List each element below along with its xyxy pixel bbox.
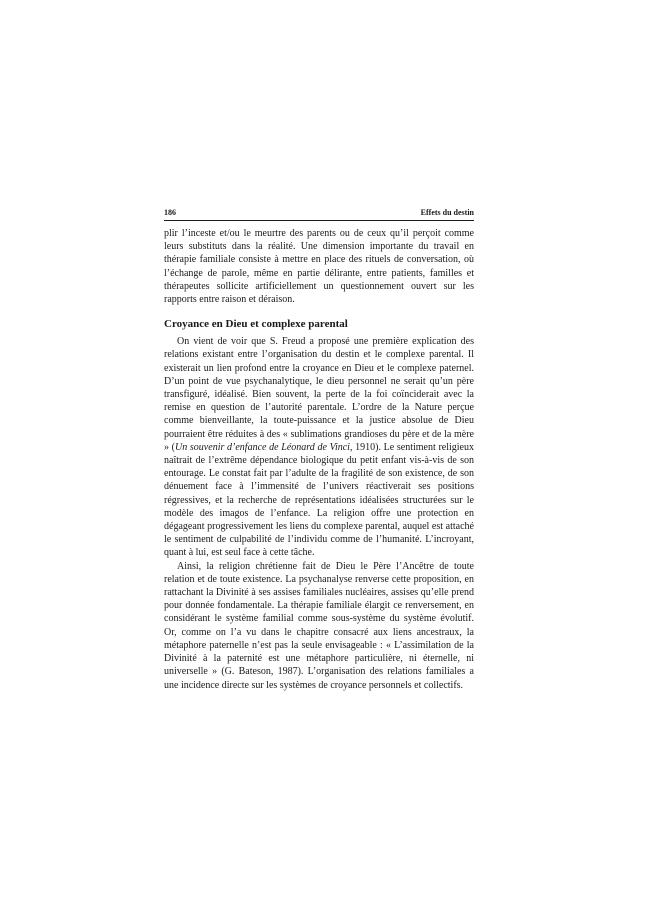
running-header (164, 208, 474, 221)
paragraph-2 (164, 335, 474, 559)
citation-title: Un souvenir d’enfance de Léonard de Vinci (175, 441, 350, 453)
paragraph-3: Ainsi, la religion chrétienne fait de Dieu le Père l’Ancêtre de toute relation et de toute existence. La psychanalyse renverse cette proposition, en rattachant la Divinité à ses assises familiales nucléaires, assises qu’elle prend pour donnée fondamentale. La thérapie familiale élargit ce renversement, en considérant le système familial comme sous-système du système évolutif. Or, comme on l’a vu dans le chapitre consacré aux liens ancestraux, la métaphore paternelle n’est pas la seule envisageable : « L’assimilation de la Divinité à la paternité est une métaphore particulière, ni éternelle, ni universelle » (G. Bateson, 1987). L’organisation des relations familiales a une incidence directe sur les systèmes de croyance personnels et collectifs. (164, 560, 474, 691)
paragraph-2-part-1: On vient de voir que S. Freud a proposé une première explication des relations existant entre l’organisation du destin et le complexe parental. Il existerait un lien profond entre la croyance en Dieu et le complexe paternel. D’un point de vue psychanalytique, le dieu personnel ne serait qu’un père transfiguré, idéalisé. Bien souvent, la perte de la foi coïnciderait avec la remise en question de l’autorité parentale. L’ordre de la Nature perçue comme bienveillante, la toute-puissance et la justice absolue de Dieu pourraient être réduites à des « sublimations grandioses du père et de la mère » ( (164, 336, 474, 453)
paragraph-1: plir l’inceste et/ou le meurtre des parents ou de ceux qu’il perçoit comme leurs substituts dans la réalité. Une dimension importante du travail en thérapie familiale consiste à mettre en place des rituels de conversation, où l’échange de parole, même en partie délirante, entre patients, familles et thérapeutes sollicite artificiellement un questionnement ouvert sur les rapports entre raison et déraison. (164, 228, 474, 306)
running-title: Effets du destin (420, 208, 474, 217)
page-number: 186 (164, 208, 176, 217)
section-title: Croyance en Dieu et complexe parental (164, 318, 348, 331)
book-page (164, 208, 474, 692)
paragraph-2-part-2: , 1910). Le sentiment religieux naîtrait de l’extrême dépendance biologique du petit enfant vis-à-vis de son entourage. Le constat fait par l’adulte de la fragilité de son existence, de son dénuement face à l’immensité de l’univers réactiverait ses positions régressives, et la recherche de représentations idéalisées structurées sur le modèle des imagos de l’enfance. La religion offre une protection en dégageant progressivement les liens du complexe parental, auquel est attaché le sentiment de culpabilité de l’individu comme de l’humanité. L’incroyant, quant à lui, est seul face à cette tâche. (164, 441, 474, 559)
